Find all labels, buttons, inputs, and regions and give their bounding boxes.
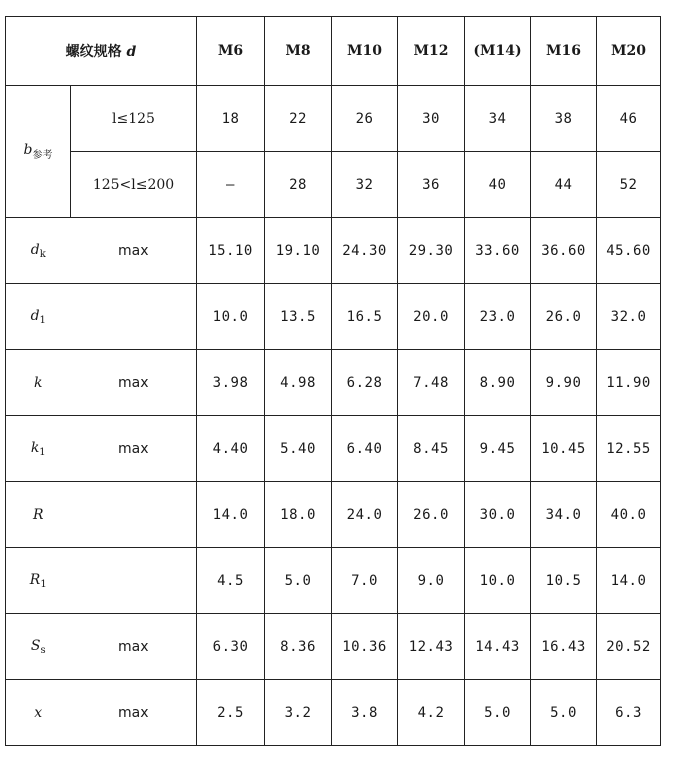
table-cell: 4.98 (265, 350, 332, 416)
table-row (6, 350, 661, 416)
table-cell: 3.8 (332, 680, 398, 746)
param-symbol: R (29, 571, 41, 588)
table-cell: 40.0 (597, 482, 661, 548)
size-header: M10 (332, 17, 398, 86)
header-label-var: d (126, 44, 137, 60)
table-cell: 29.30 (398, 218, 465, 284)
table-cell: 6.28 (332, 350, 398, 416)
table-cell: 26 (332, 86, 398, 152)
table-cell: 22 (265, 86, 332, 152)
table-cell: 8.36 (265, 614, 332, 680)
param-symbol-cell (6, 218, 71, 284)
table-cell: 26.0 (398, 482, 465, 548)
param-qualifier (71, 548, 197, 614)
param-symbol: k (34, 374, 43, 391)
table-row (6, 482, 661, 548)
table-cell: 2.5 (197, 680, 265, 746)
table-cell: 26.0 (531, 284, 597, 350)
table-row (6, 680, 661, 746)
parameter-rows (6, 218, 661, 746)
table-cell: 10.0 (465, 548, 531, 614)
param-symbol: d (30, 241, 40, 258)
param-symbol-cell (6, 548, 71, 614)
size-header: M8 (265, 17, 332, 86)
table-cell: 18.0 (265, 482, 332, 548)
b-row-1 (6, 86, 661, 152)
table-row (6, 416, 661, 482)
table-cell: 3.98 (197, 350, 265, 416)
header-label-text: 螺纹规格 (65, 44, 122, 60)
b-symbol: b (23, 142, 33, 159)
param-qualifier (71, 482, 197, 548)
table-cell: 34 (465, 86, 531, 152)
param-symbol-cell (6, 284, 71, 350)
param-qualifier: max (71, 614, 197, 680)
table-row (6, 548, 661, 614)
table-cell: 8.90 (465, 350, 531, 416)
table-cell: 7.48 (398, 350, 465, 416)
table-cell: 28 (265, 152, 332, 218)
table-cell: 4.2 (398, 680, 465, 746)
b-condition: 125<l≤200 (71, 152, 197, 218)
param-symbol-cell (6, 614, 71, 680)
param-symbol: d (30, 307, 40, 324)
table-cell: 9.45 (465, 416, 531, 482)
table-cell: 10.45 (531, 416, 597, 482)
table-cell: 5.0 (265, 548, 332, 614)
table-cell: 24.30 (332, 218, 398, 284)
table-row (6, 614, 661, 680)
param-subscript: k (39, 248, 46, 260)
b-row-2 (6, 152, 661, 218)
table-cell: 18 (197, 86, 265, 152)
table-cell: 15.10 (197, 218, 265, 284)
table-cell: 10.0 (197, 284, 265, 350)
table-cell: 45.60 (597, 218, 661, 284)
param-subscript: s (40, 644, 46, 656)
table-cell: 9.90 (531, 350, 597, 416)
param-symbol: k (30, 439, 40, 456)
table-cell: 30.0 (465, 482, 531, 548)
table-cell: 33.60 (465, 218, 531, 284)
param-qualifier: max (71, 218, 197, 284)
size-header: M6 (197, 17, 265, 86)
table-cell: 3.2 (265, 680, 332, 746)
param-symbol: R (32, 506, 44, 523)
table-cell: 9.0 (398, 548, 465, 614)
param-symbol-cell (6, 416, 71, 482)
table-cell: — (197, 152, 265, 218)
table-cell: 14.0 (597, 548, 661, 614)
param-qualifier (71, 284, 197, 350)
table-cell: 4.40 (197, 416, 265, 482)
table-cell: 36 (398, 152, 465, 218)
table-cell: 46 (597, 86, 661, 152)
table-cell: 12.55 (597, 416, 661, 482)
table-cell: 32.0 (597, 284, 661, 350)
table-cell: 40 (465, 152, 531, 218)
param-symbol: S (30, 637, 41, 654)
table-cell: 38 (531, 86, 597, 152)
header-row (6, 17, 661, 86)
table-cell: 7.0 (332, 548, 398, 614)
table-cell: 34.0 (531, 482, 597, 548)
table-cell: 13.5 (265, 284, 332, 350)
table-cell: 5.0 (531, 680, 597, 746)
table-cell: 6.30 (197, 614, 265, 680)
param-symbol-cell (6, 350, 71, 416)
table-cell: 12.43 (398, 614, 465, 680)
thread-spec-table (5, 16, 661, 746)
table-cell: 16.43 (531, 614, 597, 680)
table-cell: 52 (597, 152, 661, 218)
table-cell: 24.0 (332, 482, 398, 548)
table-cell: 36.60 (531, 218, 597, 284)
table-cell: 10.5 (531, 548, 597, 614)
param-subscript: 1 (39, 314, 46, 326)
table-row (6, 284, 661, 350)
table-cell: 14.0 (197, 482, 265, 548)
table-cell: 8.45 (398, 416, 465, 482)
param-symbol-cell (6, 482, 71, 548)
table-cell: 5.0 (465, 680, 531, 746)
table-cell: 14.43 (465, 614, 531, 680)
size-header: (M14) (465, 17, 531, 86)
table-cell: 20.52 (597, 614, 661, 680)
size-header: M20 (597, 17, 661, 86)
size-header: M16 (531, 17, 597, 86)
b-ref-label (6, 86, 71, 218)
param-symbol: x (34, 704, 43, 721)
param-qualifier: max (71, 680, 197, 746)
table-cell: 16.5 (332, 284, 398, 350)
param-symbol-cell (6, 680, 71, 746)
table-cell: 5.40 (265, 416, 332, 482)
table-cell: 30 (398, 86, 465, 152)
param-qualifier: max (71, 350, 197, 416)
table-cell: 19.10 (265, 218, 332, 284)
table-cell: 20.0 (398, 284, 465, 350)
param-qualifier: max (71, 416, 197, 482)
table-cell: 6.3 (597, 680, 661, 746)
table-row (6, 218, 661, 284)
table-cell: 32 (332, 152, 398, 218)
table-cell: 44 (531, 152, 597, 218)
size-header: M12 (398, 17, 465, 86)
table-cell: 6.40 (332, 416, 398, 482)
table-cell: 4.5 (197, 548, 265, 614)
table-cell: 10.36 (332, 614, 398, 680)
param-subscript: 1 (40, 578, 47, 590)
b-subscript: 参考 (32, 149, 53, 161)
table-cell: 11.90 (597, 350, 661, 416)
table-cell: 23.0 (465, 284, 531, 350)
param-subscript: 1 (39, 446, 46, 458)
header-label-cell (6, 17, 197, 86)
b-condition: l≤125 (71, 86, 197, 152)
